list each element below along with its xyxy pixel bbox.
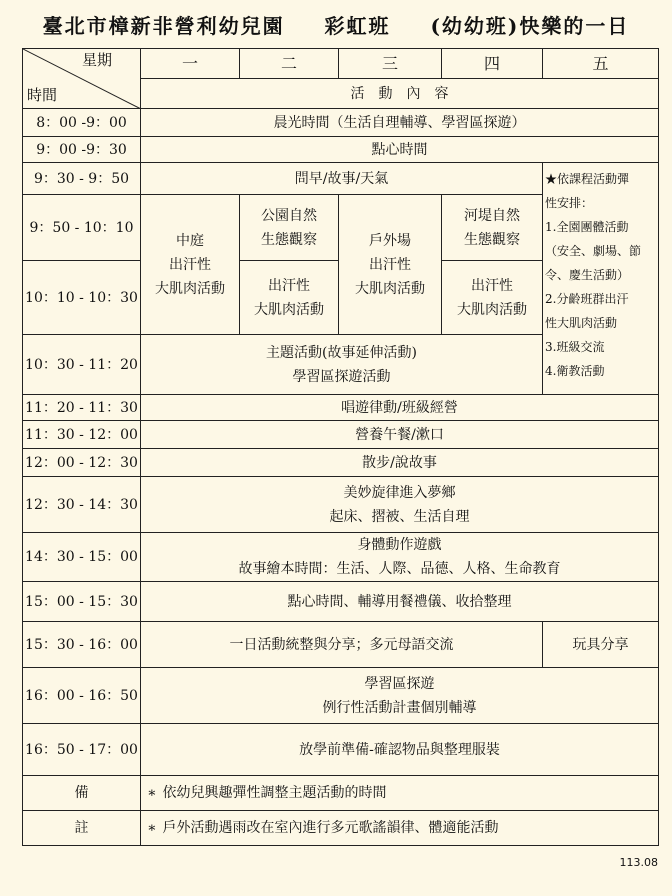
- thu-top-l1: 河堤自然: [464, 207, 520, 224]
- side-note-l9: 4.衛教活動: [545, 364, 605, 378]
- side-note-l5: 令、慶生活動）: [545, 268, 630, 282]
- day-wed: 三: [339, 49, 442, 79]
- thu-top-l2: 生態觀察: [464, 231, 520, 248]
- activity-r11-l2: 故事繪本時間：生活、人際、品德、人格、生命教育: [238, 561, 561, 577]
- activity-r13-friday: 玩具分享: [543, 622, 659, 668]
- side-note-l7: 性大肌肉活動: [545, 316, 618, 330]
- day-fri: 五: [543, 49, 659, 79]
- activity-r3: 問早/故事/天氣: [141, 163, 543, 195]
- activity-r11-l1: 身體動作遊戲: [357, 537, 442, 553]
- activity-r10-l2: 起床、摺被、生活自理: [329, 508, 470, 525]
- tue-bottom-l2: 大肌肉活動: [254, 301, 324, 318]
- activity-r2: 點心時間: [141, 137, 659, 163]
- wed-morning-activity: [339, 195, 442, 335]
- time-r15: 16：50 - 17：00: [23, 724, 141, 776]
- title-suffix: (幼幼班)快樂的一日: [430, 14, 630, 38]
- activity-r15: 放學前準備-確認物品與整理服裝: [141, 724, 659, 776]
- activity-r10-l1: 美妙旋律進入夢鄉: [343, 484, 456, 501]
- remark-1-text: 依幼兒興趣彈性調整主題活動的時間: [162, 785, 387, 801]
- time-r5: 10：10 - 10：30: [23, 261, 141, 335]
- activity-r11: [141, 533, 659, 582]
- tue-morning-bottom: [240, 261, 339, 335]
- side-note-l8: 3.班級交流: [545, 340, 605, 354]
- time-r7: 11：20 - 11：30: [23, 395, 141, 421]
- content-label: 活 動 內 容: [141, 79, 659, 109]
- time-r10: 12：30 - 14：30: [23, 477, 141, 533]
- wed-morning-l1: 戶外場: [369, 232, 411, 249]
- time-label: 時間: [27, 86, 58, 104]
- tue-top-l2: 生態觀察: [261, 231, 317, 248]
- school-name: 臺北市樟新非營利幼兒園: [42, 14, 285, 38]
- time-r4: 9：50 - 10：10: [23, 195, 141, 261]
- time-r11: 14：30 - 15：00: [23, 533, 141, 582]
- side-note-l1: ★依課程活動彈: [545, 172, 630, 186]
- class-name: 彩虹班: [324, 14, 391, 38]
- mon-morning-l3: 大肌肉活動: [155, 280, 225, 297]
- activity-r1: 晨光時間（生活自理輔導、學習區探遊）: [141, 109, 659, 137]
- remark-1-bullet: ∗: [147, 785, 157, 801]
- wed-morning-l3: 大肌肉活動: [355, 280, 425, 297]
- page-title: [0, 10, 672, 39]
- side-note-l3: 1.全園團體活動: [545, 220, 629, 234]
- activity-r14-l2: 例行性活動計畫個別輔導: [322, 699, 477, 716]
- header-corner: [23, 49, 141, 109]
- day-mon: 一: [141, 49, 240, 79]
- activity-r10: [141, 477, 659, 533]
- schedule-table: [22, 48, 659, 846]
- thu-morning-top: [442, 195, 543, 261]
- remarks-label-bottom: 註: [23, 811, 141, 846]
- time-r8: 11：30 - 12：00: [23, 421, 141, 449]
- time-r9: 12：00 - 12：30: [23, 449, 141, 477]
- remark-2-text: 戶外活動遇雨改在室內進行多元歌謠韻律、體適能活動: [162, 820, 499, 836]
- activity-r6-l2: 學習區探遊活動: [292, 368, 391, 385]
- time-r2: 9：00 -9：30: [23, 137, 141, 163]
- side-note-l2: 性安排：: [545, 196, 594, 210]
- tue-morning-top: [240, 195, 339, 261]
- activity-r14-l1: 學習區探遊: [364, 675, 435, 692]
- wed-morning-l2: 出汗性: [369, 256, 411, 273]
- activity-r6-l1: 主題活動(故事延伸活動): [266, 344, 417, 361]
- activity-r8: 營養午餐/漱口: [141, 421, 659, 449]
- thu-bottom-l2: 大肌肉活動: [457, 301, 527, 318]
- side-note: [543, 163, 659, 395]
- activity-r14: [141, 668, 659, 724]
- thu-bottom-l1: 出汗性: [471, 277, 513, 294]
- activity-r7: 唱遊律動/班級經營: [141, 395, 659, 421]
- time-r1: 8：00 -9：00: [23, 109, 141, 137]
- tue-bottom-l1: 出汗性: [268, 277, 310, 294]
- time-r6: 10：30 - 11：20: [23, 335, 141, 395]
- time-r3: 9：30 - 9：50: [23, 163, 141, 195]
- remarks-label-top: 備: [23, 776, 141, 811]
- day-tue: 二: [240, 49, 339, 79]
- mon-morning-l2: 出汗性: [169, 256, 211, 273]
- mon-morning-l1: 中庭: [176, 232, 204, 249]
- remark-2: [141, 811, 659, 846]
- revision-date: 113.08: [619, 856, 658, 869]
- remark-2-bullet: ∗: [147, 820, 157, 836]
- activity-r12: 點心時間、輔導用餐禮儀、收拾整理: [141, 582, 659, 622]
- weekday-label: 星期: [81, 51, 112, 69]
- side-note-l6: 2.分齡班群出汗: [545, 292, 629, 306]
- activity-r13: 一日活動統整與分享；多元母語交流: [141, 622, 543, 668]
- activity-r9: 散步/說故事: [141, 449, 659, 477]
- remark-1: [141, 776, 659, 811]
- day-thu: 四: [442, 49, 543, 79]
- thu-morning-bottom: [442, 261, 543, 335]
- time-r14: 16：00 - 16：50: [23, 668, 141, 724]
- tue-top-l1: 公園自然: [261, 207, 317, 224]
- side-note-l4: （安全、劇場、節: [545, 244, 642, 258]
- time-r13: 15：30 - 16：00: [23, 622, 141, 668]
- mon-morning-activity: [141, 195, 240, 335]
- time-r12: 15：00 - 15：30: [23, 582, 141, 622]
- activity-r6: [141, 335, 543, 395]
